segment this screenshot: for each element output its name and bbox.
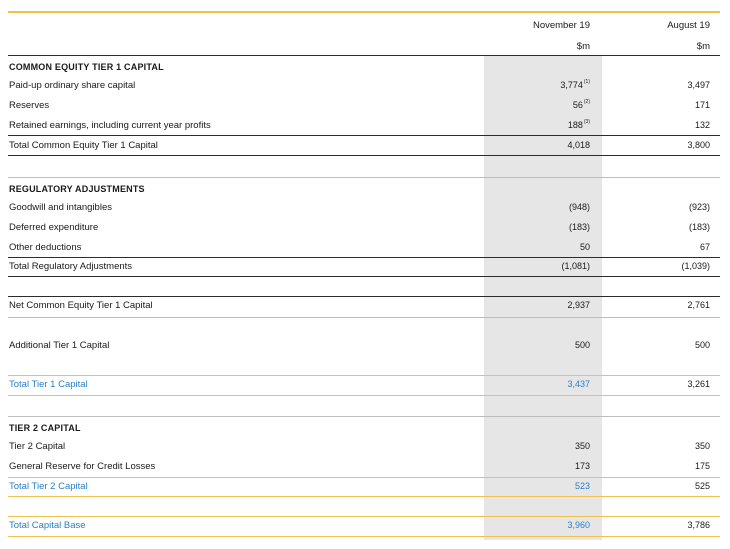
table-row — [0, 338, 730, 356]
at1-aug: 500 — [694, 340, 710, 350]
table-row — [0, 240, 730, 258]
row-value-aug: 67 — [699, 242, 710, 252]
row-rule — [8, 135, 720, 136]
row-value-nov: 173 — [574, 461, 590, 471]
total-row — [0, 138, 730, 156]
amber-rule — [8, 516, 720, 517]
total-row — [0, 518, 730, 536]
at1-label: Additional Tier 1 Capital — [9, 340, 110, 351]
row-label: Reserves — [9, 100, 50, 111]
col-aug-title: August 19 — [667, 20, 710, 31]
row-label: Other deductions — [9, 242, 82, 253]
net-cet1-aug: 2,761 — [687, 300, 710, 310]
amber-rule — [8, 536, 720, 537]
amber-rule — [8, 375, 720, 376]
row-value-nov: 350 — [574, 441, 590, 451]
row-label: Deferred expenditure — [9, 222, 99, 233]
footnote-marker: (3) — [583, 119, 590, 125]
row-value-aug: 3,497 — [687, 80, 710, 90]
col-aug-unit: $m — [696, 41, 710, 52]
table-row — [0, 439, 730, 457]
total-tier2-label: Total Tier 2 Capital — [9, 481, 88, 492]
total-value-aug: (1,039) — [681, 261, 710, 271]
row-rule — [8, 317, 720, 318]
amber-rule — [8, 477, 720, 478]
row-rule — [8, 155, 720, 156]
header-rule — [8, 55, 720, 56]
table-row — [0, 118, 730, 136]
total-label: Total Regulatory Adjustments — [9, 261, 133, 272]
table-row — [0, 78, 730, 96]
net-cet1-nov: 2,937 — [567, 300, 590, 310]
row-label: Tier 2 Capital — [9, 441, 66, 452]
row-value-aug: (923) — [688, 202, 710, 212]
section-rule — [8, 177, 720, 178]
row-rule — [8, 257, 720, 258]
row-value-nov: 3,774$^{(1)}$ — [560, 79, 590, 90]
total-tier1-nov: 3,437 — [567, 379, 590, 389]
row-value-aug: 175 — [694, 461, 710, 471]
section-title-tier2: TIER 2 CAPITAL — [9, 423, 81, 433]
row-value-aug: (183) — [688, 222, 710, 232]
capital-base-label: Total Capital Base — [9, 520, 86, 531]
footnote-marker: (2) — [583, 99, 590, 105]
table-row — [0, 220, 730, 238]
row-label: Paid-up ordinary share capital — [9, 80, 136, 91]
row-value-aug: 350 — [694, 441, 710, 451]
col-nov-unit: $m — [576, 41, 590, 52]
row-value-nov: 188$^{(3)}$ — [567, 119, 590, 130]
total-row — [0, 479, 730, 497]
capital-base-aug: 3,786 — [687, 520, 710, 530]
table-row — [0, 98, 730, 116]
amber-rule — [8, 395, 720, 396]
row-value-nov: (948) — [568, 202, 590, 212]
amber-rule — [8, 496, 720, 497]
row-label: Goodwill and intangibles — [9, 202, 112, 213]
total-tier2-aug: 525 — [694, 481, 710, 491]
net-cet1-label: Net Common Equity Tier 1 Capital — [9, 300, 153, 311]
row-label: Retained earnings, including current year profits — [9, 120, 211, 131]
total-value-aug: 3,800 — [687, 140, 710, 150]
section-title-regulatory: REGULATORY ADJUSTMENTS — [9, 184, 145, 194]
total-row — [0, 298, 730, 316]
total-tier1-label: Total Tier 1 Capital — [9, 379, 88, 390]
total-label: Total Common Equity Tier 1 Capital — [9, 140, 158, 151]
total-row — [0, 377, 730, 395]
total-row — [0, 259, 730, 277]
row-value-nov: (183) — [568, 222, 590, 232]
row-rule — [8, 276, 720, 277]
row-value-nov: 50 — [579, 242, 590, 252]
capital-base-nov: 3,960 — [567, 520, 590, 530]
total-value-nov: 4,018 — [567, 140, 590, 150]
table-row — [0, 459, 730, 477]
section-title-cet1: COMMON EQUITY TIER 1 CAPITAL — [9, 62, 164, 72]
col-nov-title: November 19 — [532, 20, 590, 31]
row-value-aug: 132 — [694, 120, 710, 130]
total-tier2-nov: 523 — [574, 481, 590, 491]
table-row — [0, 200, 730, 218]
at1-nov: 500 — [574, 340, 590, 350]
section-rule — [8, 416, 720, 417]
footnote-marker: (1) — [583, 79, 590, 85]
row-rule — [8, 296, 720, 297]
row-value-aug: 171 — [694, 100, 710, 110]
total-tier1-aug: 3,261 — [687, 379, 710, 389]
row-value-nov: 56$^{(2)}$ — [572, 99, 590, 110]
total-value-nov: (1,081) — [561, 261, 590, 271]
top-rule — [8, 11, 720, 13]
row-label: General Reserve for Credit Losses — [9, 461, 156, 472]
